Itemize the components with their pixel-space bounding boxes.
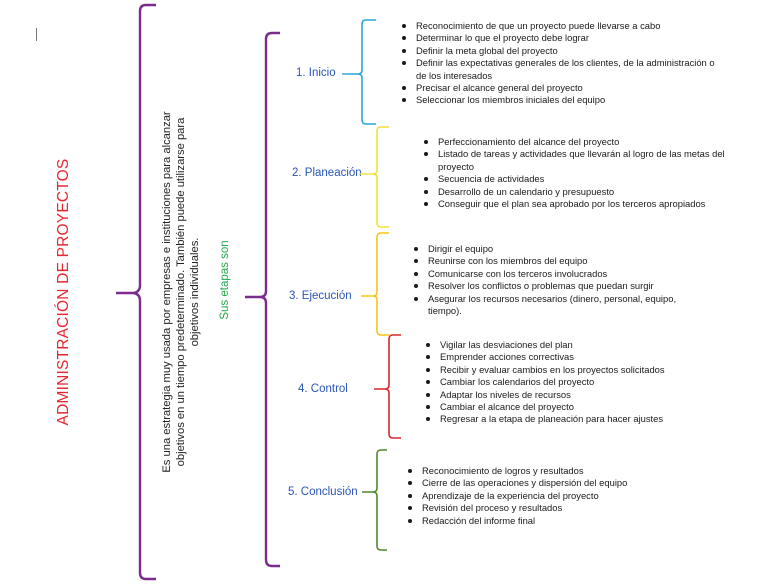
list-item: Seleccionar los miembros iniciales del equipo: [400, 94, 720, 106]
list-item: Definir la meta global del proyecto: [400, 45, 720, 57]
list-item: Cambiar los calendarios del proyecto: [424, 376, 724, 388]
list-item: Reunirse con los miembros del equipo: [412, 255, 712, 267]
inicio-items: [400, 20, 720, 107]
list-item: Secuencia de actividades: [422, 173, 752, 185]
list-item: Adaptar los niveles de recursos: [424, 389, 724, 401]
planeacion-items: [422, 136, 752, 210]
list-item: Desarrollo de un calendario y presupuesto: [422, 186, 752, 198]
list-item: Listado de tareas y actividades que llevarán al logro de las metas del proyecto: [422, 148, 752, 173]
list-item: Asegurar los recursos necesarios (dinero, personal, equipo, tiempo).: [412, 293, 712, 318]
list-item: Conseguir que el plan sea aprobado por los terceros apropiados: [422, 198, 752, 210]
stage-label-inicio: 1. Inicio: [296, 67, 336, 79]
list-item: Reconocimiento de que un proyecto puede llevarse a cabo: [400, 20, 720, 32]
list-item: Emprender acciones correctivas: [424, 351, 724, 363]
list-item: Cierre de las operaciones y dispersión del equipo: [406, 477, 706, 489]
stage-label-control: 4. Control: [298, 383, 348, 395]
list-item: Determinar lo que el proyecto debe lograr: [400, 32, 720, 44]
list-item: Cambiar el alcance del proyecto: [424, 401, 724, 413]
list-item: Precisar el alcance general del proyecto: [400, 82, 720, 94]
list-item: Definir las expectativas generales de los clientes, de la administración o de los interesados: [400, 57, 720, 82]
list-item: Reconocimiento de logros y resultados: [406, 465, 706, 477]
list-item: Perfeccionamiento del alcance del proyecto: [422, 136, 752, 148]
list-item: Comunicarse con los terceros involucrados: [412, 268, 712, 280]
description-line-1: Es una estrategia muy usada por empresas e instituciones para alcanzar: [161, 111, 173, 473]
subtitle: Sus etapas son: [219, 240, 231, 320]
list-item: Aprendizaje de la experiencia del proyecto: [406, 490, 706, 502]
description-line-3: objetivos individuales.: [189, 237, 201, 347]
list-item: Regresar a la etapa de planeación para hacer ajustes: [424, 413, 724, 425]
description-line-2: objetivos en un tiempo predeterminado. También puede utilizarse para: [175, 117, 187, 467]
control-items: [424, 339, 724, 426]
list-item: Vigilar las desviaciones del plan: [424, 339, 724, 351]
list-item: Revisión del proceso y resultados: [406, 502, 706, 514]
stage-label-planeacion: 2. Planeación: [292, 167, 362, 179]
main-title: ADMINISTRACIÓN DE PROYECTOS: [55, 158, 72, 426]
list-item: Redacción del informe final: [406, 515, 706, 527]
list-item: Dirigir el equipo: [412, 243, 712, 255]
list-item: Recibir y evaluar cambios en los proyectos solicitados: [424, 364, 724, 376]
stage-label-conclusion: 5. Conclusión: [288, 486, 358, 498]
ejecucion-items: [412, 243, 712, 317]
stage-label-ejecucion: 3. Ejecución: [289, 290, 352, 302]
conclusion-items: [406, 465, 706, 527]
list-item: Resolver los conflictos o problemas que puedan surgir: [412, 280, 712, 292]
